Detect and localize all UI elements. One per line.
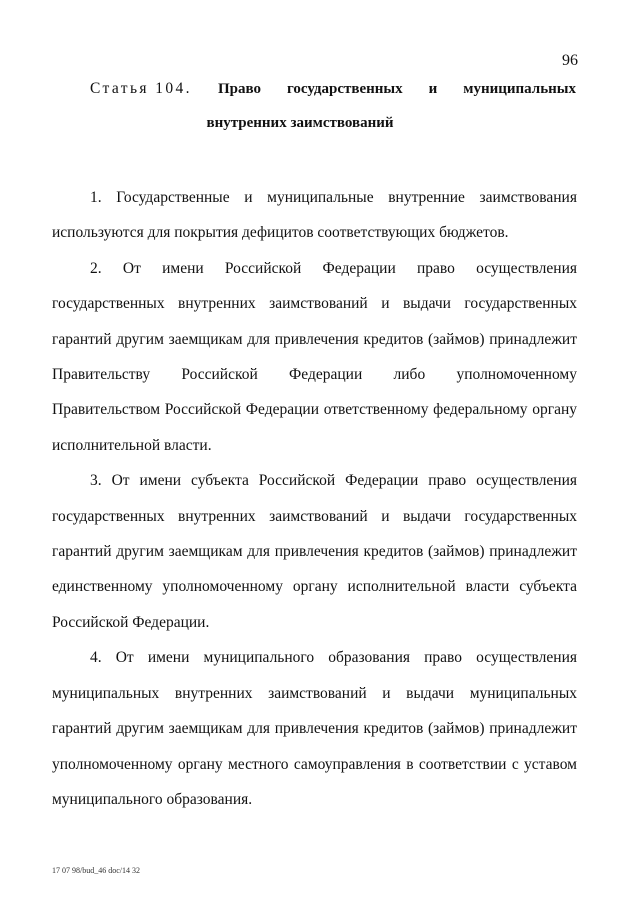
paragraph-1: 1. Государственные и муниципальные внутренние заимствования используются для покрытия дефицитов соответствующих бюджетов. bbox=[52, 189, 577, 242]
article-title-word: государственных bbox=[286, 81, 403, 97]
article-label: Статья 104. bbox=[90, 80, 192, 97]
document-footer: 17 07 98/bud_46 doc/14 32 bbox=[52, 866, 140, 875]
paragraph-3: 3. От имени субъекта Российской Федерации право осуществления государственных внутренних заимствований и выдачи государственных гарантий другим заемщикам для привлечения кредитов (займов) принадлежит единственному уполномоченному органу исполнительной власти субъекта Российской Федерации. bbox=[52, 472, 577, 631]
page-number: 96 bbox=[562, 52, 578, 69]
paragraph-2: 2. От имени Российской Федерации право осуществления государственных внутренних заимствований и выдачи государственных гарантий другим заемщикам для привлечения кредитов (займов) принадлежит Правительству Российской Федерации либо уполномоченному Правительством Российской Федерации ответственному федеральному органу исполнительной власти. bbox=[52, 259, 577, 454]
article-title-word: муниципальных bbox=[463, 81, 576, 97]
article-heading bbox=[90, 80, 576, 100]
article-title-word: и bbox=[428, 81, 438, 97]
article-title-word: Право bbox=[217, 81, 261, 97]
article-heading-line-2 bbox=[0, 115, 640, 132]
article-heading-line-1 bbox=[90, 80, 576, 100]
article-title-continuation: внутренних заимствований bbox=[206, 115, 394, 131]
paragraph-4: 4. От имени муниципального образования право осуществления муниципальных внутренних заимствований и выдачи муниципальных гарантий другим заемщикам для привлечения кредитов (займов) принадлежит уполномоченному органу местного самоуправления в соответствии с уставом муниципального образования. bbox=[52, 649, 577, 808]
article-body bbox=[52, 180, 577, 817]
